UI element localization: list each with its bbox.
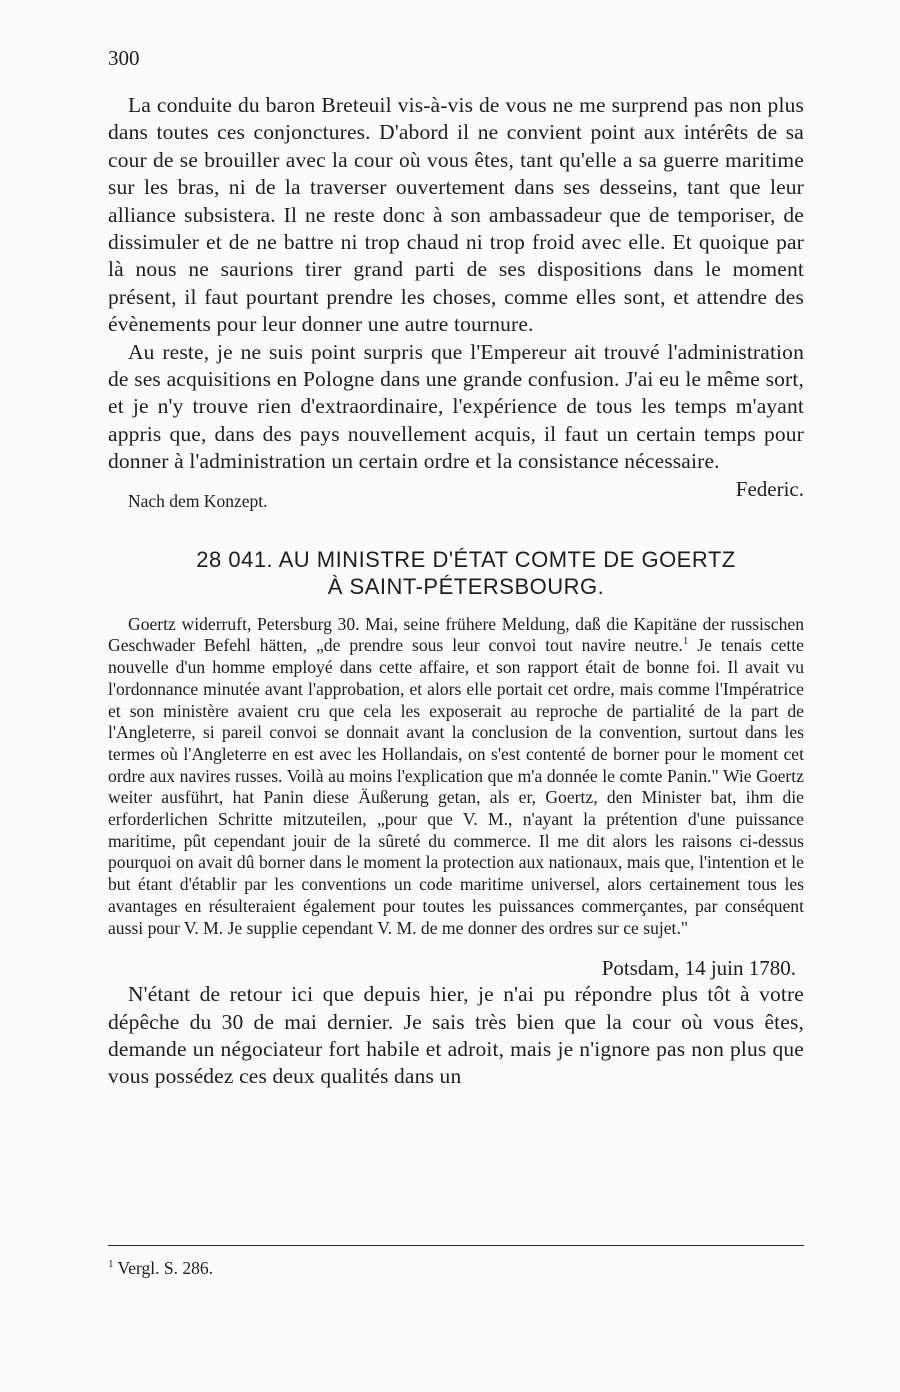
source-note: Nach dem Konzept. xyxy=(128,490,268,511)
dateline: Potsdam, 14 juin 1780. xyxy=(601,956,796,981)
summary-text-part-1: Goertz widerruft, Petersburg 30. Mai, seine frühere Meldung, daß die Kapitäne der russischen Geschwader Befehl hätten, „de prendre sous leur convoi tout navire neutre. xyxy=(108,613,804,656)
letter1-paragraph-2: Au reste, je ne suis point surpris que l'Empereur ait trouvé l'administration de ses acquisitions en Pologne dans une grande confusion. J'ai eu le même sort, et je n'y trouve rien d'extraordinaire, l'expérience de tous les temps m'ayant appris que, dans des pays nouvellement acquis, il faut un certain temps pour donner à l'administration un certain ordre et la consistance nécessaire. xyxy=(108,339,804,474)
page-body xyxy=(108,44,804,1091)
footnote-mark: 1 xyxy=(108,1258,114,1270)
signature: Federic. xyxy=(735,476,804,501)
summary-paragraph xyxy=(108,614,804,940)
footnote-divider xyxy=(108,1245,804,1246)
heading-line-1: 28 041. AU MINISTRE D'ÉTAT COMTE DE GOERTZ xyxy=(196,546,736,572)
letter-heading xyxy=(108,546,804,600)
letter1-paragraph-1: La conduite du baron Breteuil vis-à-vis de vous ne me surprend pas non plus dans toutes ces conjonctures. D'abord il ne convient point aux intérêts de sa cour de se brouiller avec la cour où vous êtes, tant qu'elle a sa guerre maritime sur les bras, ni de la traverser ouvertement dans ses desseins, tant que leur alliance subsistera. Il ne reste donc à son ambassadeur que de temporiser, de dissimuler et de ne battre ni trop chaud ni trop froid avec elle. Et quoique par là nous ne saurions tirer grand parti de ses dispositions dans le moment présent, il faut pourtant prendre les choses, comme elles sont, et attendre des évènements pour leur donner une autre tournure. xyxy=(108,93,804,337)
letter2-body: N'étant de retour ici que depuis hier, je n'ai pu répondre plus tôt à votre dépêche du 30 de mai dernier. Je sais très bien que la cour où vous êtes, demande un négociateur fort habile et adroit, mais je n'ignore pas non plus que vous possédez ces deux qualités dans un xyxy=(108,982,804,1089)
footnote xyxy=(108,1253,213,1279)
footnote-text: Vergl. S. 286. xyxy=(113,1257,214,1278)
heading-line-2: À SAINT-PÉTERSBOURG. xyxy=(327,573,605,599)
page-number: 300 xyxy=(108,46,140,70)
summary-text-part-2: Je tenais cette nouvelle d'un homme employé dans cette affaire, et son rapport était de bonne foi. Il avait vu l'ordonnance minutée avant l'approbation, et alors elle portait cet ordre, mais comme l'Impératrice et son ministère avaient cru que cela les exposerait au reproche de partialité de la part de l'Angleterre, si pareil convoi se donnait avant la conclusion de la convention, surtout dans les termes où l'Angleterre en est avec les Hollandais, on s'est contenté de borner pour le moment cet ordre aux navires russes. Voilà au moins l'explication que m'a donnée le comte Panin." Wie Goertz weiter ausführt, hat Panin diese Äußerung getan, als er, Goertz, den Minister bat, ihm die erforderlichen Schritte mitzuteilen, „pour que V. M., n'ayant la prétention d'une puissance maritime, pût cependant jouir de la sûreté du commerce. Il me dit alors les raisons ci-dessus pourquoi on avait dû borner dans le moment la protection aux nationaux, mais que, l'intention et le but étant d'établir par les conventions un code maritime universel, alors certainement tous les avantages en résulteraient également pour toutes les puissances commerçantes, par conséquent aussi pour V. M. Je supplie cependant V. M. de me donner des ordres sur ce sujet." xyxy=(108,635,804,938)
signature-block xyxy=(108,476,804,516)
footnote-reference: 1 xyxy=(682,635,689,648)
